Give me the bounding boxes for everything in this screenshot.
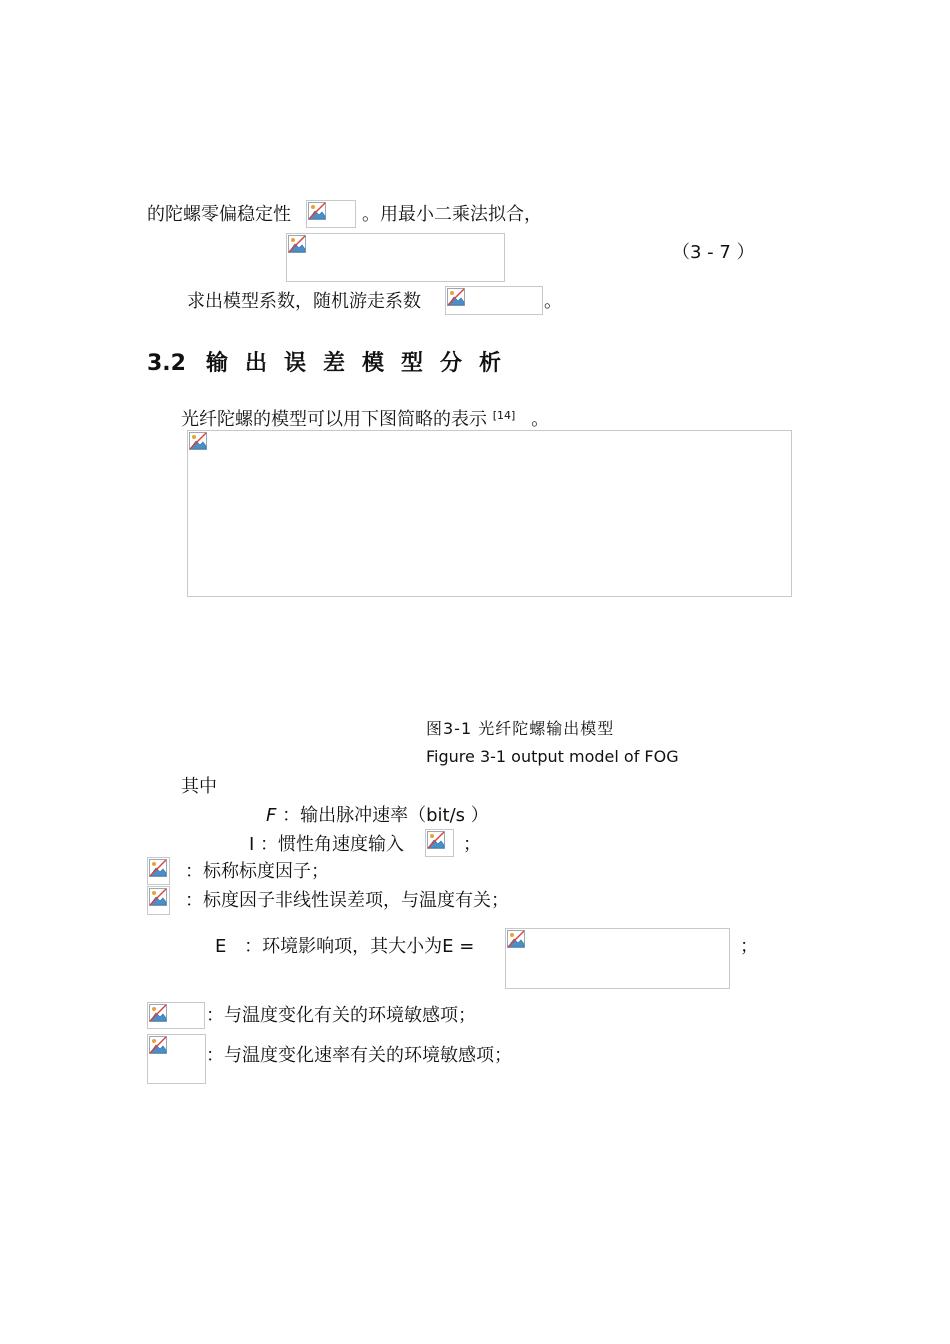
formula-image (306, 200, 356, 228)
def-f-text: ：输出脉冲速率（bit/s ） (282, 805, 489, 826)
figure-caption-en: Figure 3-1 output model of FOG (426, 747, 679, 766)
section-title-char: 出 (245, 351, 268, 376)
broken-image-icon (189, 432, 207, 450)
symbol-temp-image (147, 1002, 205, 1029)
broken-image-icon (427, 831, 445, 849)
broken-image-icon (308, 202, 326, 220)
section-title-char: 型 (401, 351, 424, 376)
intro-text: 光纤陀螺的模型可以用下图简略的表示 (181, 409, 487, 430)
section-number: 3.2 (147, 351, 186, 376)
broken-image-icon (149, 1036, 167, 1054)
section-title-char: 差 (323, 351, 346, 376)
broken-image-icon (288, 235, 306, 253)
section-title-char: 输 (206, 351, 229, 376)
def-i-end: ； (463, 834, 481, 855)
text-line-stability (147, 203, 291, 227)
equation-number: （3 - 7 ） (672, 242, 755, 263)
def-temperature-rate: ：与温度变化速率有关的环境敏感项； (206, 1045, 512, 1066)
broken-image-icon (507, 930, 525, 948)
section-title-char: 模 (362, 351, 385, 376)
section-title-char: 分 (440, 351, 463, 376)
def-i (249, 833, 404, 857)
defs-intro: 其中 (181, 776, 217, 797)
def-temperature: ：与温度变化有关的环境敏感项； (206, 1005, 476, 1026)
intro-line (181, 404, 549, 432)
def-nonlinear: ：标度因子非线性误差项，与温度有关； (185, 890, 509, 911)
section-title-char: 析 (479, 351, 502, 376)
symbol-nonlinear-image (147, 886, 170, 915)
figure-image (187, 430, 792, 597)
def-e (215, 935, 474, 959)
def-e-end: ； (740, 936, 758, 957)
equation-image (505, 928, 730, 989)
section-title-char: 误 (284, 351, 307, 376)
text-stability-before: 的陀螺零偏稳定性 (147, 204, 291, 225)
text-model-coefficients: 求出模型系数，随机游走系数 (187, 291, 421, 312)
def-e-text: ：环境影响项，其大小为E = (244, 936, 475, 957)
symbol-k-image (147, 857, 170, 885)
broken-image-icon (149, 888, 167, 906)
formula-image (445, 286, 543, 315)
broken-image-icon (447, 288, 465, 306)
broken-image-icon (149, 859, 167, 877)
broken-image-icon (149, 1004, 167, 1022)
text-least-squares: 。用最小二乘法拟合， (362, 204, 542, 225)
formula-image (425, 829, 454, 857)
symbol-temp-rate-image (147, 1034, 206, 1084)
def-k: ：标称标度因子； (185, 861, 329, 882)
symbol-f: F (266, 805, 277, 826)
figure-caption-cn: 图3-1 光纤陀螺输出模型 (426, 719, 615, 738)
def-i-text: ：惯性角速度输入 (260, 834, 405, 855)
equation-image (286, 233, 505, 282)
symbol-e: E (215, 936, 227, 957)
symbol-i: I (249, 834, 255, 855)
section-heading (147, 350, 518, 378)
text-period: 。 (544, 291, 562, 312)
citation-ref[interactable]: [14] (492, 409, 516, 422)
def-f (266, 804, 489, 828)
intro-end: 。 (531, 409, 550, 430)
